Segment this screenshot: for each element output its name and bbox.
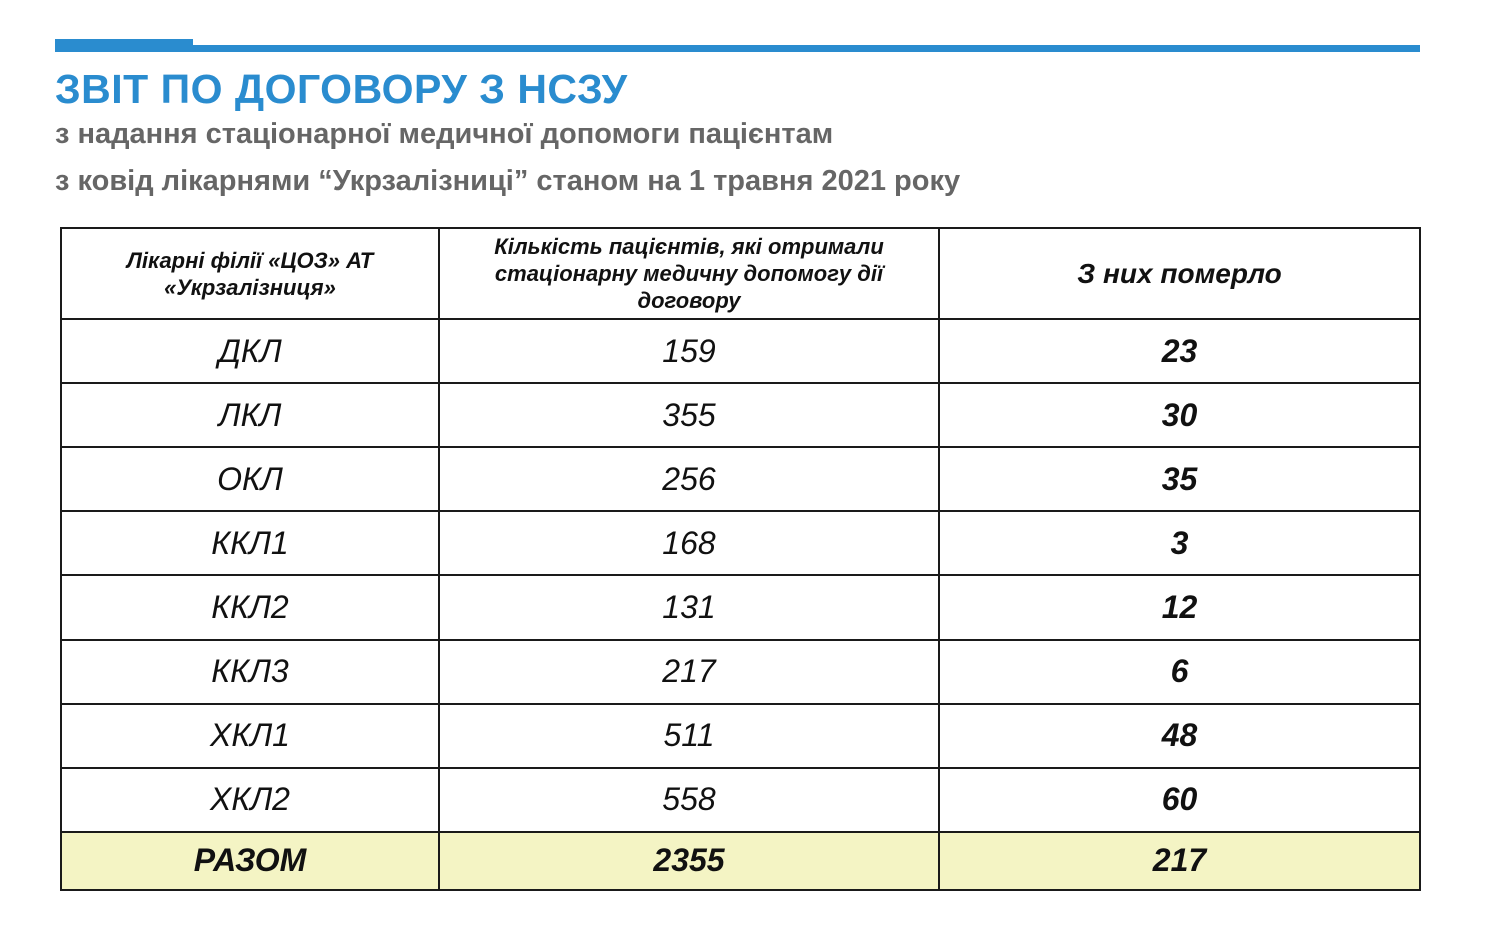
page-subtitle-line1: з надання стаціонарної медичної допомоги пацієнтам — [55, 118, 834, 150]
total-label: РАЗОМ — [61, 832, 439, 890]
table-row — [61, 640, 1420, 704]
table-header-row — [61, 228, 1420, 319]
cell-patients: 355 — [439, 383, 939, 447]
cell-deaths: 3 — [939, 511, 1420, 575]
cell-hospital: ОКЛ — [61, 447, 439, 511]
table-row — [61, 768, 1420, 832]
table-body — [61, 319, 1420, 890]
cell-patients: 131 — [439, 575, 939, 639]
cell-patients: 256 — [439, 447, 939, 511]
header-divider-bar — [55, 45, 1420, 52]
column-header-deaths: З них померло — [939, 228, 1420, 319]
cell-deaths: 48 — [939, 704, 1420, 768]
cell-patients: 217 — [439, 640, 939, 704]
cell-hospital: ДКЛ — [61, 319, 439, 383]
table-row — [61, 319, 1420, 383]
table-total-row — [61, 832, 1420, 890]
table-row — [61, 704, 1420, 768]
cell-patients: 511 — [439, 704, 939, 768]
page-subtitle-line2: з ковід лікарнями “Укрзалізниці” станом на 1 травня 2021 року — [55, 165, 961, 197]
cell-hospital: ККЛ2 — [61, 575, 439, 639]
table-row — [61, 511, 1420, 575]
table-row — [61, 447, 1420, 511]
total-deaths: 217 — [939, 832, 1420, 890]
column-header-patients: Кількість пацієнтів, які отримали стаціонарну медичну допомогу дії договору — [439, 228, 939, 319]
cell-hospital: ККЛ1 — [61, 511, 439, 575]
cell-hospital: ЛКЛ — [61, 383, 439, 447]
cell-patients: 159 — [439, 319, 939, 383]
table-row — [61, 575, 1420, 639]
column-header-hospital: Лікарні філії «ЦОЗ» АТ «Укрзалізниця» — [61, 228, 439, 319]
report-table — [60, 227, 1421, 891]
cell-deaths: 30 — [939, 383, 1420, 447]
table-row — [61, 383, 1420, 447]
cell-deaths: 23 — [939, 319, 1420, 383]
cell-deaths: 60 — [939, 768, 1420, 832]
cell-deaths: 12 — [939, 575, 1420, 639]
cell-deaths: 35 — [939, 447, 1420, 511]
cell-patients: 168 — [439, 511, 939, 575]
cell-hospital: ХКЛ1 — [61, 704, 439, 768]
cell-hospital: ККЛ3 — [61, 640, 439, 704]
cell-hospital: ХКЛ2 — [61, 768, 439, 832]
cell-patients: 558 — [439, 768, 939, 832]
page-title: ЗВІТ ПО ДОГОВОРУ З НСЗУ — [55, 66, 628, 112]
cell-deaths: 6 — [939, 640, 1420, 704]
total-patients: 2355 — [439, 832, 939, 890]
